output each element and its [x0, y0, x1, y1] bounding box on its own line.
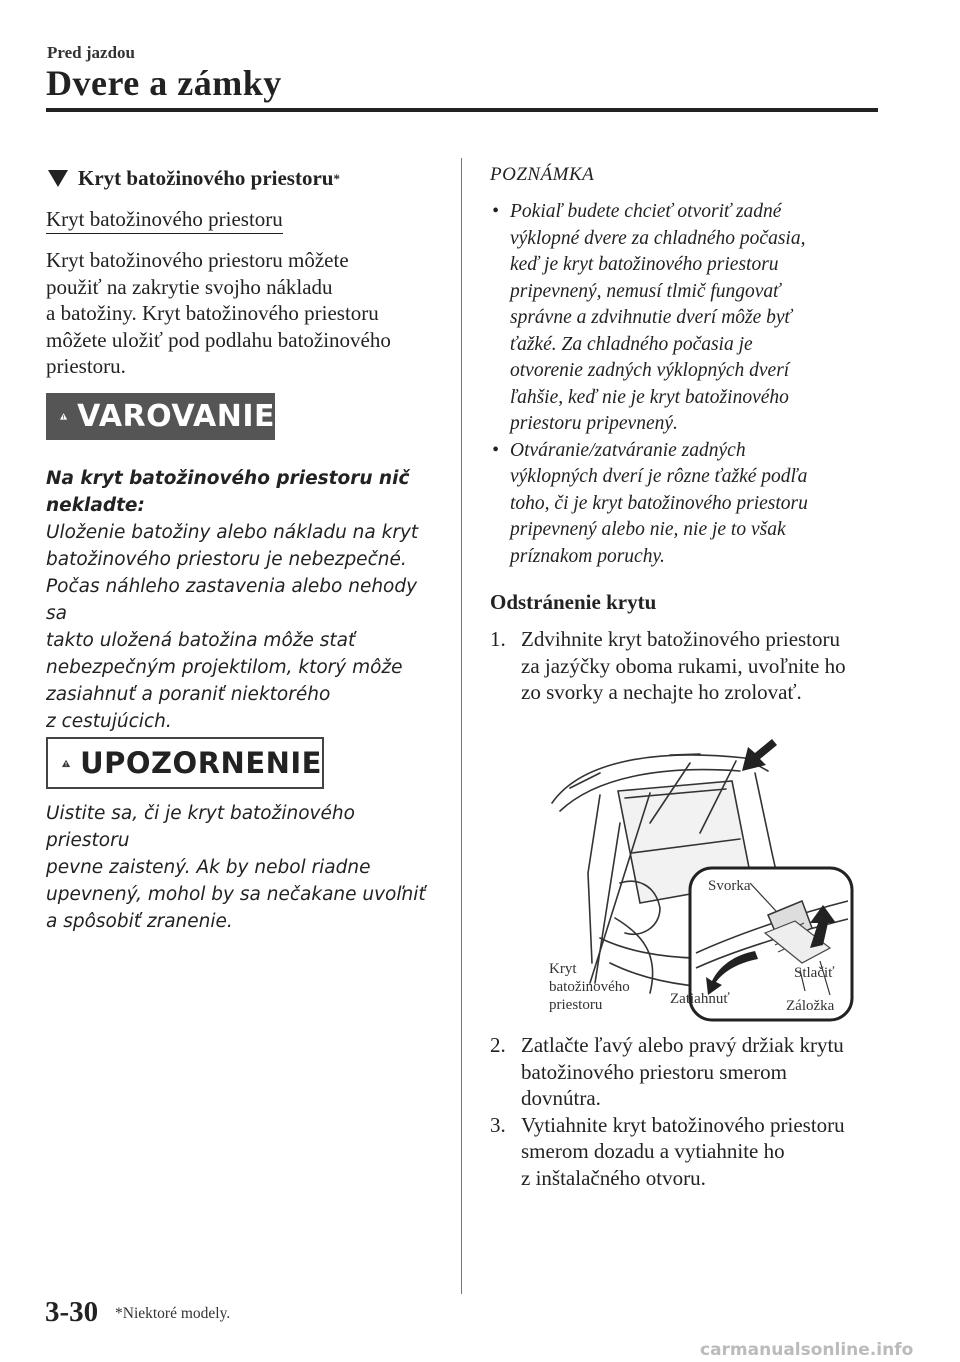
step-line: Vytiahnite kryt batožinového priestoru	[521, 1112, 845, 1137]
intro-line: priestoru.	[46, 354, 126, 378]
note-item	[490, 438, 890, 571]
label-zalozka: Záložka	[786, 998, 835, 1014]
page-number: 3-30	[45, 1296, 99, 1328]
note-line: správne a zdvihnutie dverí môže byť	[510, 307, 792, 328]
note-line: otvorenie zadných výklopných dverí	[510, 360, 790, 381]
cargo-cover-illustration	[540, 733, 860, 1023]
note-line: výklopných dverí je rôzne ťažké podľa	[510, 466, 808, 487]
chapter-title: Dvere a zámky	[46, 63, 282, 103]
note-line: Otváranie/zatváranie zadných	[510, 439, 746, 461]
model-footnote-mark: *	[333, 170, 340, 186]
step-line: Zdvihnite kryt batožinového priestoru	[521, 627, 841, 651]
label-svorka: Svorka	[708, 878, 751, 894]
subheading	[46, 207, 442, 232]
section-label: Pred jazdou	[47, 43, 135, 62]
step-number: 3.	[490, 1112, 506, 1137]
warning-body-line: Uloženie batožiny alebo nákladu na kryt	[46, 522, 419, 543]
note-line: výklopné dvere za chladného počasia,	[510, 227, 806, 249]
steps-list-2	[490, 1032, 890, 1191]
step-line: z inštalačného otvoru.	[521, 1165, 706, 1190]
step-line: zo svorky a nechajte ho zrolovať.	[521, 680, 802, 704]
warning-label: VAROVANIE	[77, 399, 275, 434]
warning-headline-line: Na kryt batožinového priestoru nič	[46, 468, 410, 489]
intro-line: a batožiny. Kryt batožinového priestoru	[46, 301, 379, 325]
caution-body-line: Uistite sa, či je kryt batožinového priestoru	[46, 803, 355, 851]
note-line: priestoru pripevnený.	[510, 413, 678, 434]
warning-body-line: zasiahnuť a poraniť niektorého	[46, 684, 331, 705]
caution-body	[46, 800, 442, 935]
column-divider	[461, 158, 462, 1294]
triangle-bullet-icon	[48, 170, 68, 187]
warning-body	[46, 519, 442, 735]
note-line: pripevnený alebo nie, nie je to však	[510, 519, 786, 540]
warning-body-line: takto uložená batožina môže stať	[46, 630, 356, 651]
step-line: Zatlačte ľavý alebo pravý držiak krytu	[521, 1033, 844, 1057]
header-divider	[46, 108, 878, 112]
label-kryt-3: priestoru	[549, 997, 603, 1013]
caution-banner	[46, 737, 324, 789]
bullet-icon: •	[492, 439, 499, 461]
label-stlacit: Stlačiť	[794, 965, 835, 981]
label-kryt-2: batožinového	[549, 979, 630, 995]
intro-line: Kryt batožinového priestoru môžete	[46, 248, 349, 272]
warning-body-line: z cestujúcich.	[46, 711, 172, 732]
intro-line: použiť na zakrytie svojho nákladu	[46, 274, 333, 299]
warning-banner	[46, 393, 275, 440]
caution-label: UPOZORNENIE	[80, 746, 322, 780]
note-line: ťažké. Za chladného počasia je	[510, 333, 753, 355]
note-list	[490, 199, 890, 570]
warning-body-line: batožinového priestoru je nebezpečné.	[46, 549, 407, 570]
step-item	[490, 1032, 890, 1112]
section-heading-text: Kryt batožinového priestoru	[78, 166, 334, 190]
bullet-icon: •	[492, 201, 499, 222]
note-line: keď je kryt batožinového priestoru	[510, 254, 779, 275]
step-number: 2.	[490, 1033, 506, 1057]
caution-triangle-icon	[62, 750, 70, 777]
note-line: toho, či je kryt batožinového priestoru	[510, 492, 808, 514]
section-heading	[46, 166, 442, 191]
step-item	[490, 626, 890, 706]
step-line: dovnútra.	[521, 1086, 601, 1110]
intro-line: môžete uložiť pod podlahu batožinového	[46, 327, 391, 352]
warning-headline-line: nekladte:	[46, 495, 145, 516]
label-zatiahnut: Zatiahnuť	[670, 991, 730, 1007]
footnote: *Niektoré modely.	[115, 1305, 231, 1322]
step-line: batožinového priestoru smerom	[521, 1059, 787, 1084]
caution-body-line: a spôsobiť zranenie.	[46, 911, 233, 932]
label-kryt-1: Kryt	[549, 961, 577, 977]
caution-body-line: pevne zaistený. Ak by nebol riadne	[46, 857, 371, 878]
step-number: 1.	[490, 627, 506, 651]
removal-title: Odstránenie krytu	[490, 590, 657, 614]
caution-body-line: upevnený, mohol by sa nečakane uvoľniť	[46, 884, 426, 905]
note-line: príznakom poruchy.	[510, 545, 665, 567]
note-line: ľahšie, keď nie je kryt batožinového	[510, 386, 789, 408]
note-item	[490, 199, 890, 438]
warning-headline	[46, 465, 442, 519]
step-item	[490, 1112, 890, 1192]
warning-body-line: nebezpečným projektilom, ktorý môže	[46, 657, 403, 678]
note-title: POZNÁMKA	[490, 164, 595, 185]
step-line: smerom dozadu a vytiahnite ho	[521, 1139, 785, 1163]
steps-list-1	[490, 626, 890, 706]
subheading-text: Kryt batožinového priestoru	[46, 207, 283, 234]
pointer-arrow-icon	[742, 739, 777, 771]
intro-paragraph	[46, 247, 442, 380]
note-line: Pokiaľ budete chcieť otvoriť zadné	[510, 201, 782, 222]
step-line: za jazýčky oboma rukami, uvoľnite ho	[521, 653, 846, 678]
watermark-text: carmanualsonline.info	[700, 1340, 914, 1360]
warning-triangle-icon	[60, 403, 67, 430]
warning-body-line: Počas náhleho zastavenia alebo nehody sa	[46, 576, 418, 624]
note-line: pripevnený, nemusí tlmič fungovať	[510, 280, 781, 302]
